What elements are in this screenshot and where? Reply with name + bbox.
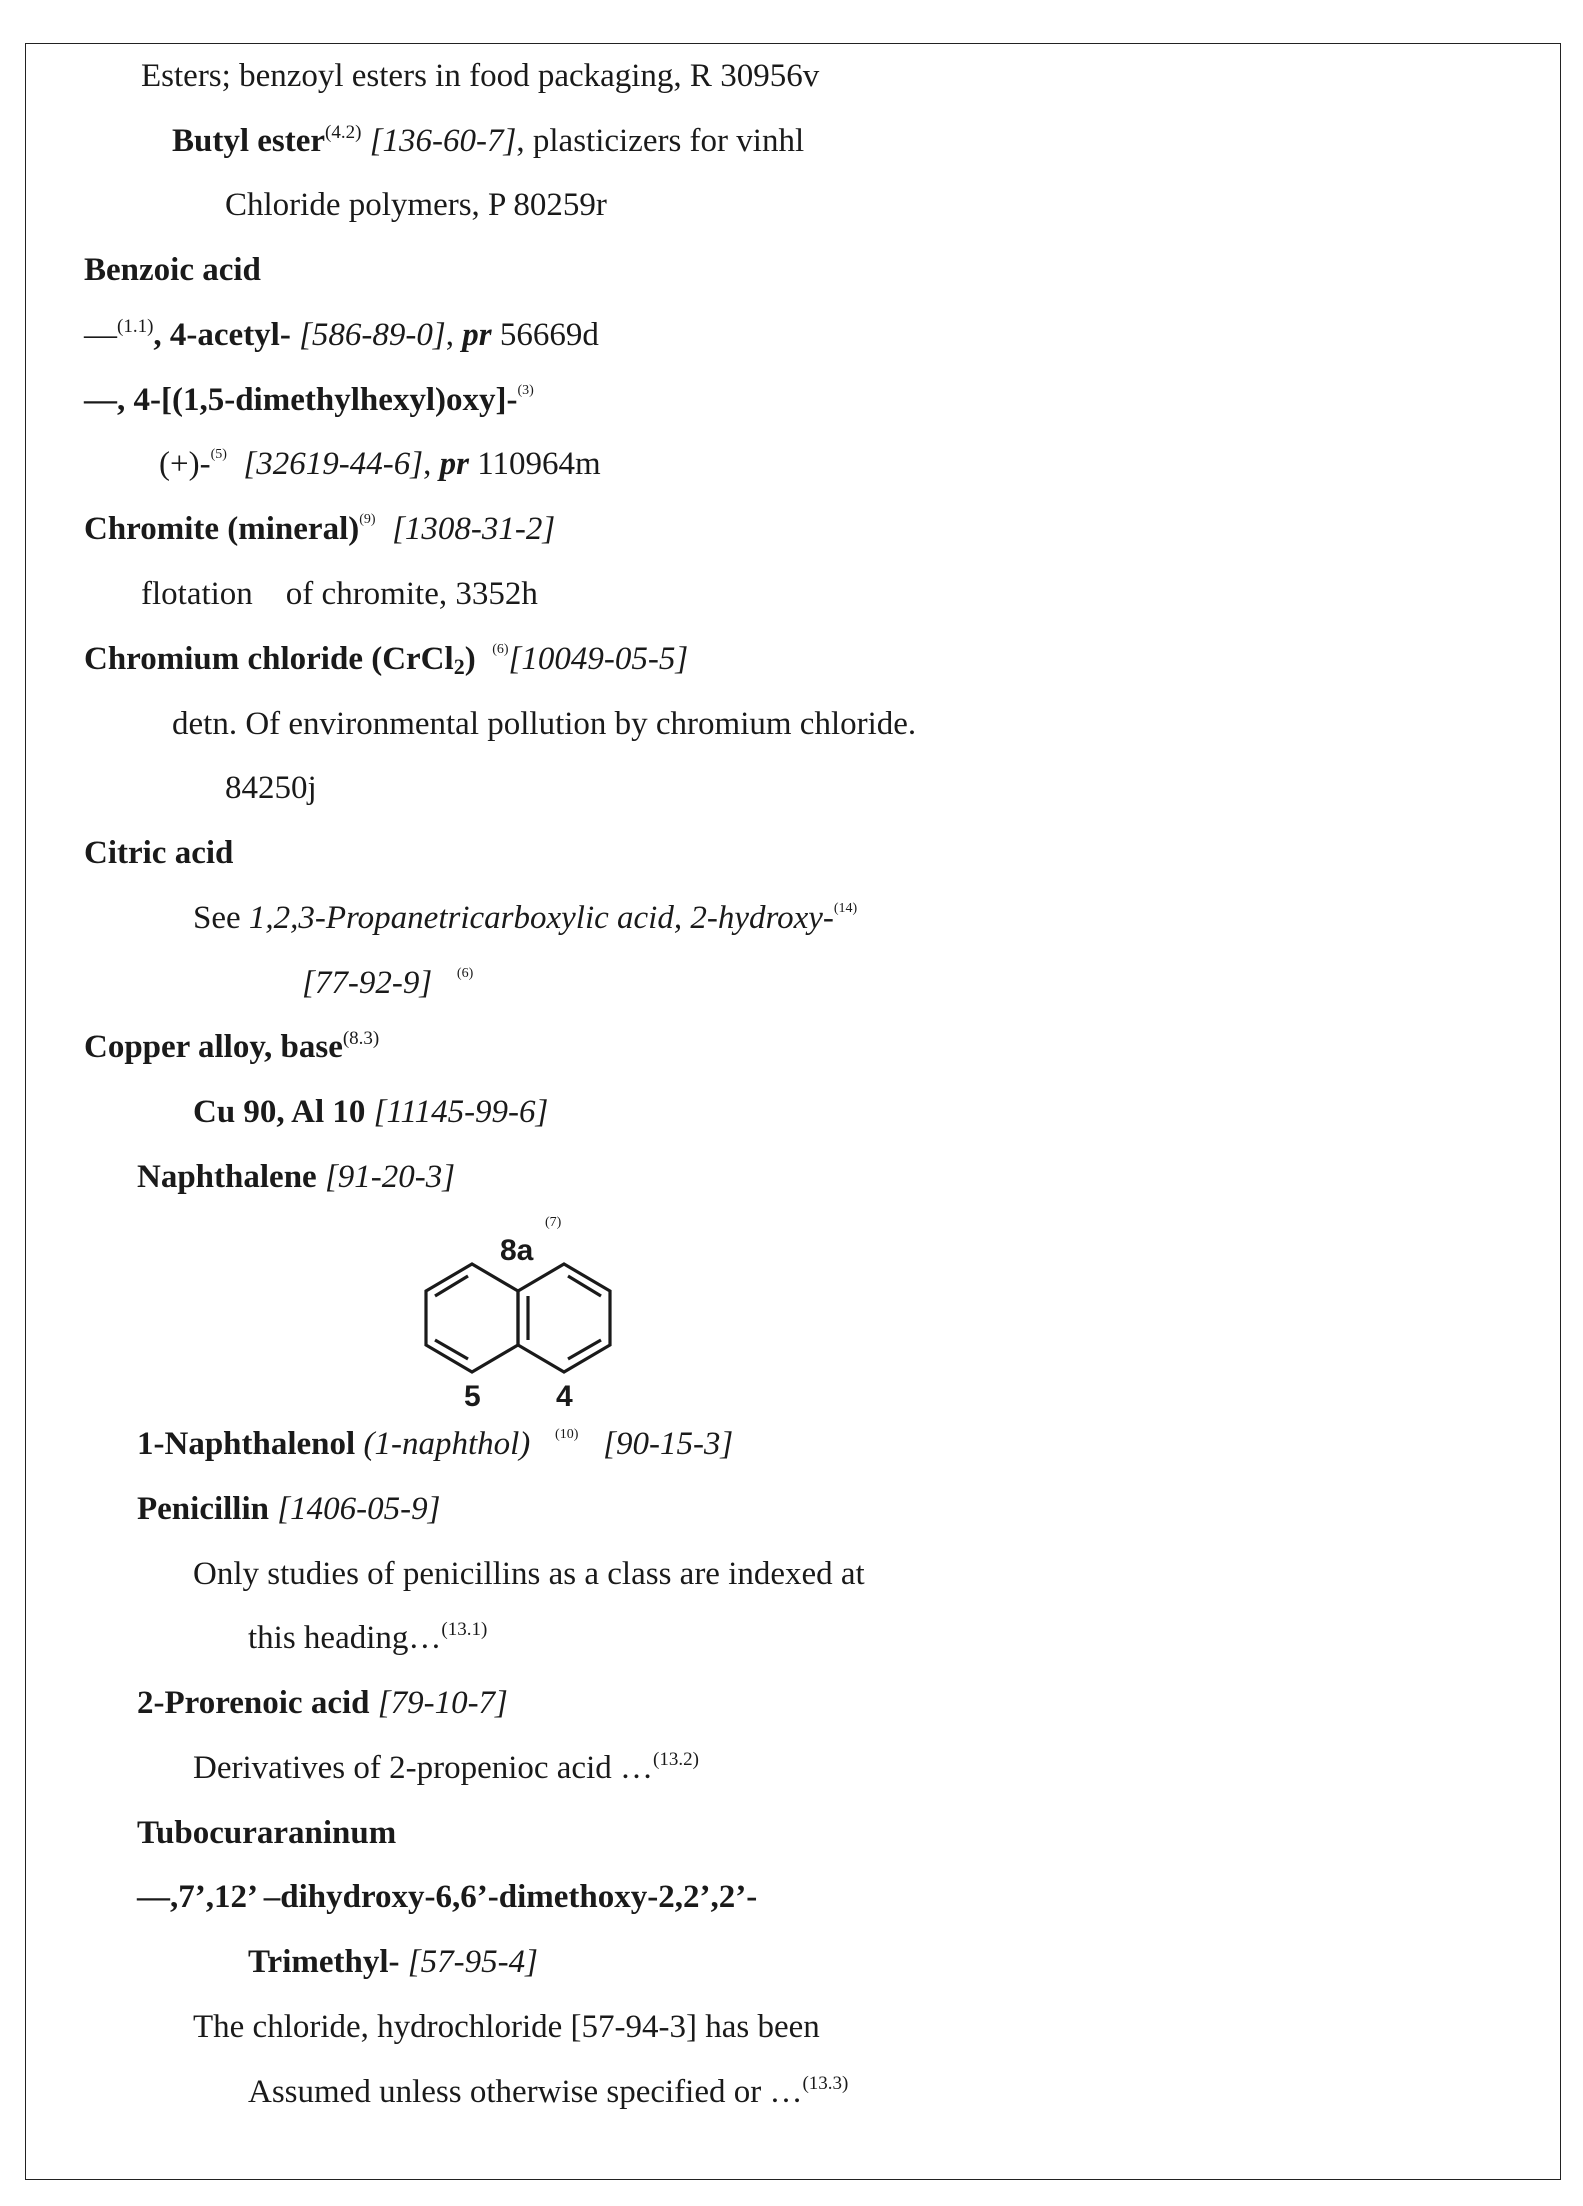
index-line: flotation of chromite, 3352h — [141, 576, 538, 612]
index-heading-tubocuraraninum: Tubocuraraninum — [137, 1815, 397, 1851]
index-line: The chloride, hydrochloride [57-94-3] has been — [193, 2009, 820, 2045]
index-entry-trimethyl: Trimethyl- [57-95-4] — [248, 1944, 538, 1980]
index-line: Esters; benzoyl esters in food packaging, R 30956v — [141, 58, 820, 94]
figure-footnote-ref: (7) — [545, 1215, 562, 1230]
index-entry-dimethylhexyloxy: —, 4-[(1,5-dimethylhexyl)oxy]-$^{(3)}$ — [84, 382, 534, 418]
index-entry-plus-isomer: (+)-$^{(5)}$ [32619-44-6], pr 110964m — [159, 446, 601, 482]
index-heading-benzoic-acid: Benzoic acid — [84, 252, 261, 288]
index-line: 84250j — [225, 770, 317, 806]
index-see-reference: See 1,2,3-Propanetricarboxylic acid, 2-hydroxy-$^{(14)}$ — [193, 900, 858, 936]
index-line: [77-92-9] $^{(6)}$ — [302, 965, 474, 1001]
index-heading-penicillin: Penicillin [1406-05-9] — [137, 1491, 441, 1527]
atom-label-8a: 8a — [500, 1234, 534, 1267]
index-heading-citric-acid: Citric acid — [84, 835, 234, 871]
index-line: detn. Of environmental pollution by chromium chloride. — [172, 706, 917, 742]
index-heading-propenoic-acid: 2-Prorenoic acid [79-10-7] — [137, 1685, 508, 1721]
index-line: Assumed unless otherwise specified or …$^{(13.3)}$ — [248, 2073, 849, 2110]
index-line: this heading…$^{(13.1)}$ — [248, 1619, 488, 1656]
naphthalene-structure — [408, 1216, 628, 1446]
index-heading-naphthalene: Naphthalene [91-20-3] — [137, 1159, 456, 1195]
index-heading-chromium-chloride: Chromium chloride (CrCl2) $^{(6)}$[10049-05-5] — [84, 641, 689, 679]
index-line: Chloride polymers, P 80259r — [225, 187, 607, 223]
index-entry-cu90-al10: Cu 90, Al 10 [11145-99-6] — [193, 1094, 549, 1130]
atom-label-5: 5 — [464, 1380, 481, 1413]
index-entry-1-naphthalenol: 1-Naphthalenol (1-naphthol) $^{(10)}$ [90-15-3] — [137, 1426, 734, 1462]
index-entry-butyl-ester: Butyl ester$^{(4.2)}$ [136-60-7], plasticizers for vinhl — [172, 122, 805, 159]
index-line: Derivatives of 2-propenioc acid …$^{(13.2)}$ — [193, 1749, 699, 1786]
index-heading-copper-alloy: Copper alloy, base$^{(8.3)}$ — [84, 1028, 380, 1065]
index-entry-4-acetyl: —$^{(1.1)}$, 4-acetyl- [586-89-0], pr 56669d — [84, 316, 599, 353]
index-line: Only studies of penicillins as a class are indexed at — [193, 1556, 865, 1592]
index-entry-dihydroxy: —,7’,12’ –dihydroxy-6,6’-dimethoxy-2,2’,2’- — [137, 1879, 758, 1915]
atom-label-4: 4 — [556, 1380, 573, 1413]
index-heading-chromite: Chromite (mineral)$^{(9)}$ [1308-31-2] — [84, 511, 556, 547]
